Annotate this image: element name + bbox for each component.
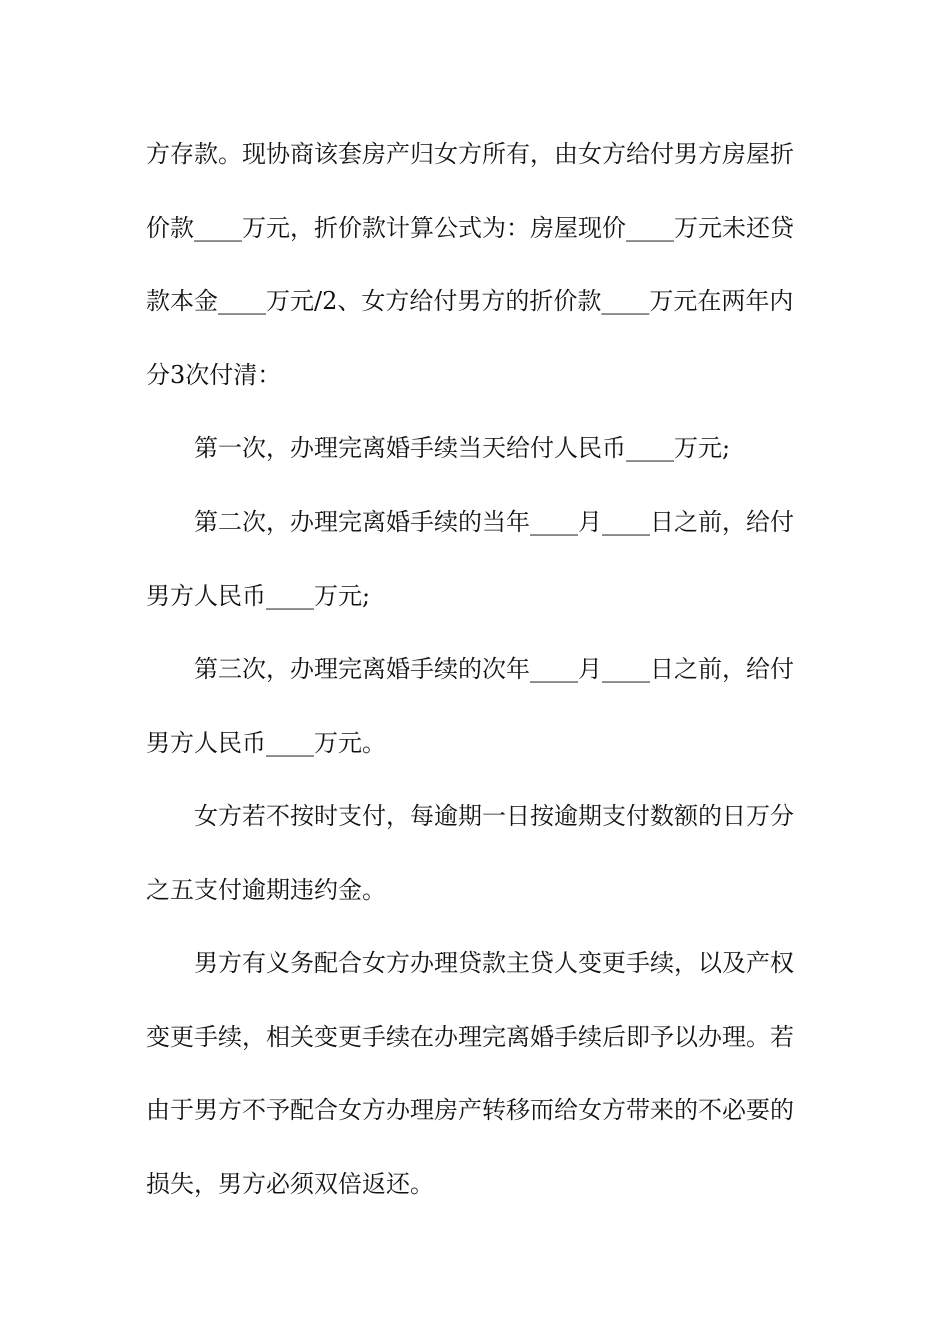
paragraph-transfer-obligation xyxy=(146,927,808,1221)
paragraph-second-payment xyxy=(146,486,808,633)
text-line: 分3次付清： xyxy=(146,360,282,389)
text-line: 款本金____万元/2、女方给付男方的折价款____万元在两年内 xyxy=(146,287,794,315)
paragraph-third-payment xyxy=(146,633,808,780)
text-line: 男方有义务配合女方办理贷款主贷人变更手续，以及产权 xyxy=(194,949,794,977)
paragraph-first-payment xyxy=(146,412,808,486)
text-line: 女方若不按时支付，每逾期一日按逾期支付数额的日万分 xyxy=(194,802,794,830)
text-line: 损失，男方必须双倍返还。 xyxy=(146,1169,434,1198)
text-line: 由于男方不予配合女方办理房产转移而给女方带来的不必要的 xyxy=(146,1096,794,1124)
text-line: 男方人民币____万元; xyxy=(146,581,371,610)
text-line: 第三次，办理完离婚手续的次年____月____日之前，给付 xyxy=(194,655,794,683)
text-line: 第二次，办理完离婚手续的当年____月____日之前，给付 xyxy=(194,508,794,536)
text-line: 第一次，办理完离婚手续当天给付人民币____万元; xyxy=(194,434,731,462)
text-line: 价款____万元，折价款计算公式为：房屋现价____万元未还贷 xyxy=(146,213,794,242)
paragraph-late-penalty xyxy=(146,780,808,927)
text-line: 变更手续，相关变更手续在办理完离婚手续后即予以办理。若 xyxy=(146,1022,794,1051)
text-line: 方存款。现协商该套房产归女方所有，由女方给付男方房屋折 xyxy=(146,140,794,168)
paragraph-house-compensation xyxy=(146,118,808,412)
text-line: 男方人民币____万元。 xyxy=(146,728,386,757)
text-line: 之五支付逾期违约金。 xyxy=(146,875,386,904)
